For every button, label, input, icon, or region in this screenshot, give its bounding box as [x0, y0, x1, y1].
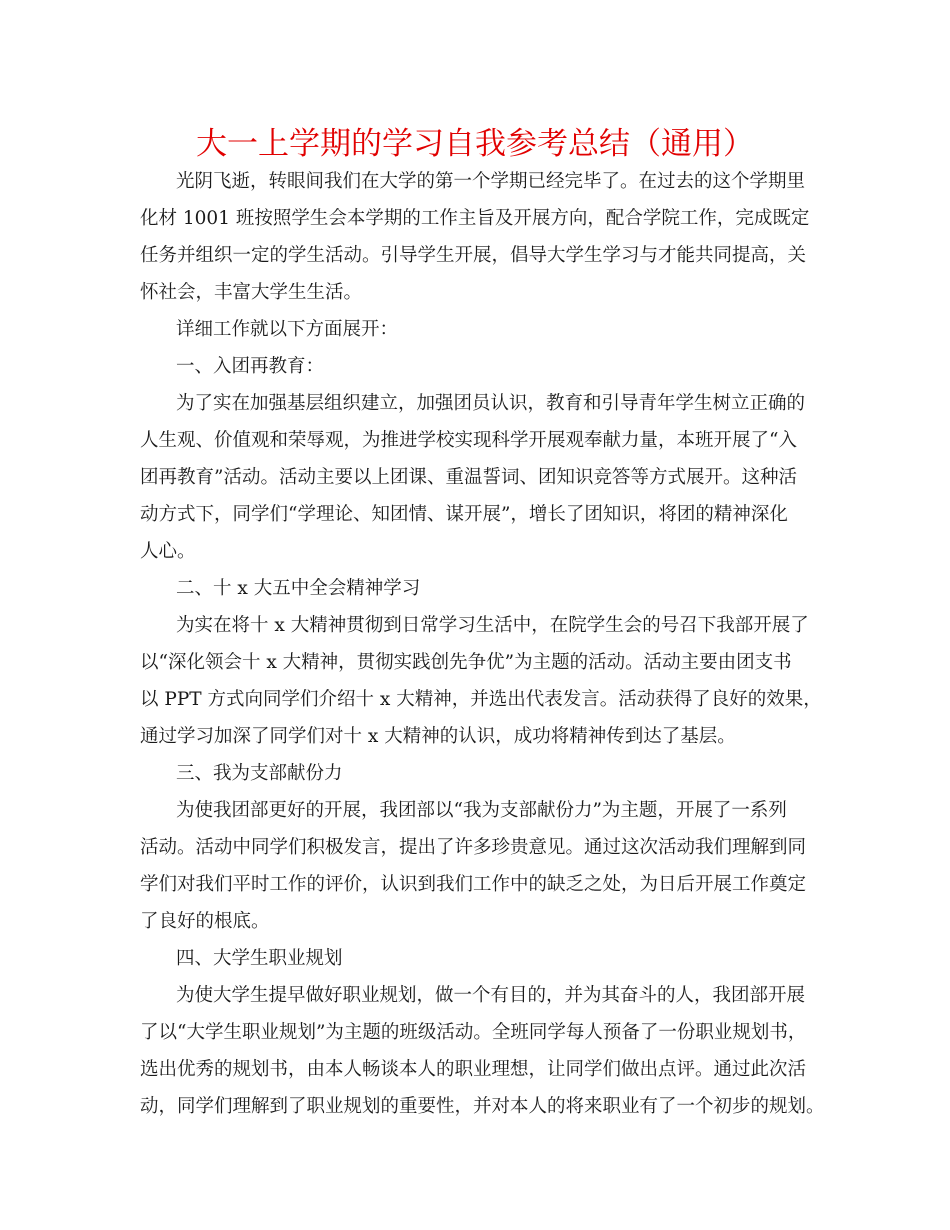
paragraph-line: 任务并组织一定的学生活动。引导学生开展，倡导大学生学习与才能共同提高，关: [140, 245, 807, 266]
paragraph-line: 以 PPT 方式向同学们介绍十 x 大精神，并选出代表发言。活动获得了良好的效果，: [140, 689, 822, 710]
paragraph-line: 光阴飞逝，转眼间我们在大学的第一个学期已经完毕了。在过去的这个学期里: [176, 171, 806, 192]
paragraph-line: 为使我团部更好的开展，我团部以“我为支部献份力”为主题，开展了一系列: [176, 800, 787, 821]
paragraph-line: 动，同学们理解到了职业规划的重要性，并对本人的将来职业有了一个初步的规划。: [140, 1096, 825, 1117]
section-heading: 一、入团再教育：: [176, 356, 325, 377]
paragraph-line: 了良好的根底。: [140, 911, 270, 932]
paragraph-line: 学们对我们平时工作的评价，认识到我们工作中的缺乏之处，为日后开展工作奠定: [140, 874, 807, 895]
paragraph-line: 为了实在加强基层组织建立，加强团员认识，教育和引导青年学生树立正确的: [176, 393, 806, 414]
paragraph-line: 详细工作就以下方面展开：: [176, 319, 399, 340]
paragraph-line: 了以“大学生职业规划”为主题的班级活动。全班同学每人预备了一份职业规划书，: [140, 1022, 807, 1043]
paragraph-line: 通过学习加深了同学们对十 x 大精神的认识，成功将精神传到达了基层。: [140, 726, 736, 747]
paragraph-line: 活动。活动中同学们积极发言，提出了许多珍贵意见。通过这次活动我们理解到同: [140, 837, 807, 858]
paragraph-line: 化材 1001 班按照学生会本学期的工作主旨及开展方向，配合学院工作，完成既定: [140, 208, 810, 229]
paragraph-line: 以“深化领会十 x 大精神，贯彻实践创先争优”为主题的活动。活动主要由团支书: [140, 652, 792, 673]
paragraph-line: 为使大学生提早做好职业规划，做一个有目的，并为其奋斗的人，我团部开展: [176, 985, 806, 1006]
paragraph-line: 团再教育”活动。活动主要以上团课、重温誓词、团知识竞答等方式展开。这种活: [140, 467, 797, 488]
section-heading: 四、大学生职业规划: [176, 948, 343, 969]
section-heading: 三、我为支部献份力: [176, 763, 343, 784]
paragraph-line: 为实在将十 x 大精神贯彻到日常学习生活中，在院学生会的号召下我部开展了: [176, 615, 809, 636]
section-heading: 二、十 x 大五中全会精神学习: [176, 578, 421, 599]
document-title: 大一上学期的学习自我参考总结（通用）: [196, 126, 754, 162]
paragraph-line: 人生观、价值观和荣辱观，为推进学校实现科学开展观奉献力量，本班开展了“入: [140, 430, 797, 451]
paragraph-line: 怀社会，丰富大学生生活。: [140, 282, 363, 303]
paragraph-line: 选出优秀的规划书，由本人畅谈本人的职业理想，让同学们做出点评。通过此次活: [140, 1059, 807, 1080]
paragraph-line: 动方式下，同学们“学理论、知团情、谋开展”，增长了团知识，将团的精神深化: [140, 504, 788, 525]
paragraph-line: 人心。: [140, 541, 196, 562]
